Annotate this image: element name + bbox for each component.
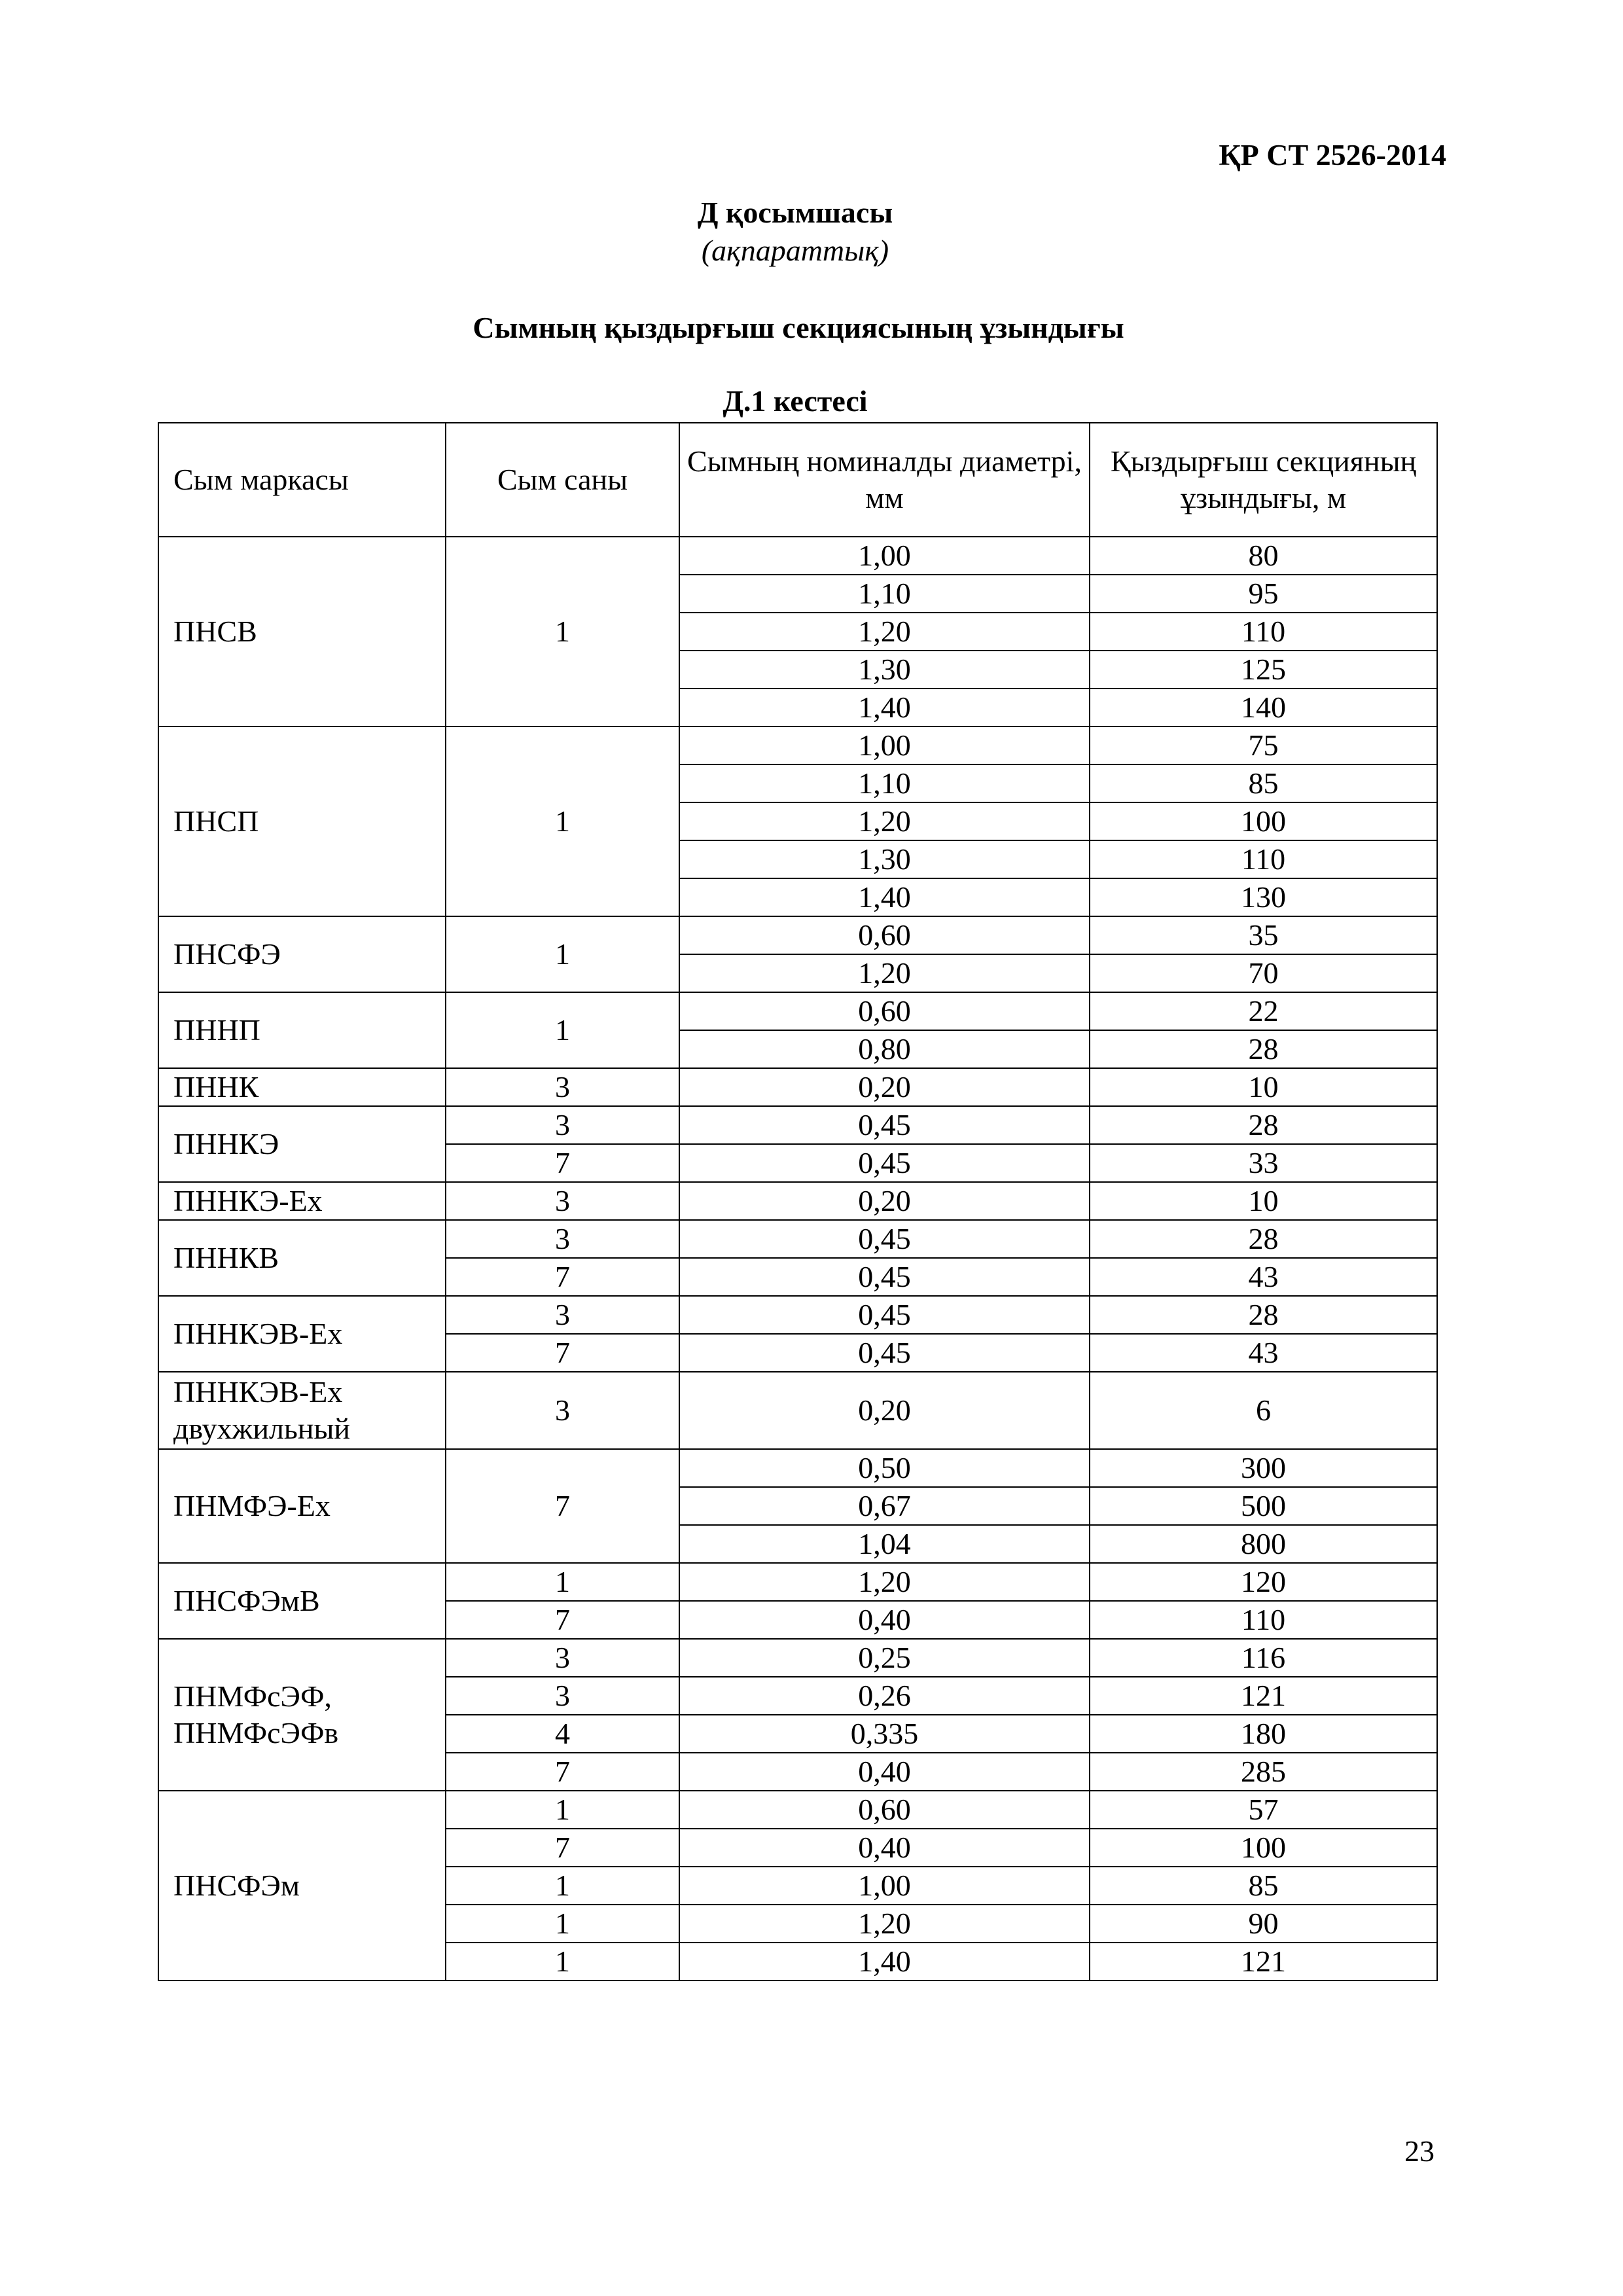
cell-diameter: 1,04: [679, 1525, 1090, 1563]
cell-mark: ПНСП: [158, 726, 446, 916]
cell-diameter: 1,20: [679, 613, 1090, 651]
cell-length: 75: [1090, 726, 1437, 764]
cell-length: 85: [1090, 1867, 1437, 1905]
cell-length: 180: [1090, 1715, 1437, 1753]
cell-length: 22: [1090, 992, 1437, 1030]
cell-diameter: 0,26: [679, 1677, 1090, 1715]
cell-diameter: 0,60: [679, 916, 1090, 954]
cell-diameter: 0,45: [679, 1296, 1090, 1334]
cell-length: 28: [1090, 1106, 1437, 1144]
cell-length: 28: [1090, 1030, 1437, 1068]
table-row: [158, 1068, 1437, 1106]
cell-diameter: 0,25: [679, 1639, 1090, 1677]
cell-count: 3: [446, 1296, 679, 1334]
cell-length: 28: [1090, 1296, 1437, 1334]
cell-count: 1: [446, 726, 679, 916]
cell-mark: ПНМФЭ-Ех: [158, 1449, 446, 1563]
cell-diameter: 1,40: [679, 689, 1090, 726]
cell-mark: ПННКВ: [158, 1220, 446, 1296]
cell-count: 3: [446, 1372, 679, 1449]
table-row: [158, 1791, 1437, 1829]
cell-length: 35: [1090, 916, 1437, 954]
cell-count: 1: [446, 1563, 679, 1601]
cell-count: 1: [446, 916, 679, 992]
cell-diameter: 1,10: [679, 764, 1090, 802]
cell-count: 7: [446, 1601, 679, 1639]
cell-diameter: 1,00: [679, 1867, 1090, 1905]
cell-count: 7: [446, 1753, 679, 1791]
cell-length: 110: [1090, 840, 1437, 878]
cell-diameter: 1,20: [679, 802, 1090, 840]
cell-diameter: 1,30: [679, 840, 1090, 878]
cell-mark: ПНСФЭ: [158, 916, 446, 992]
cell-mark: ПННК: [158, 1068, 446, 1106]
cell-diameter: 0,45: [679, 1220, 1090, 1258]
cell-length: 121: [1090, 1677, 1437, 1715]
cell-diameter: 1,20: [679, 954, 1090, 992]
cell-count: 7: [446, 1334, 679, 1372]
cell-count: 3: [446, 1106, 679, 1144]
cell-mark: ПННКЭВ-Ех: [158, 1296, 446, 1372]
cell-mark: ПННКЭ-Ех: [158, 1182, 446, 1220]
cell-count: 7: [446, 1144, 679, 1182]
cell-diameter: 1,10: [679, 575, 1090, 613]
cell-count: 1: [446, 992, 679, 1068]
cell-count: 3: [446, 1639, 679, 1677]
cell-diameter: 0,45: [679, 1144, 1090, 1182]
cell-length: 300: [1090, 1449, 1437, 1487]
cell-diameter: 1,00: [679, 726, 1090, 764]
cell-count: 1: [446, 537, 679, 726]
cell-length: 100: [1090, 802, 1437, 840]
wire-length-table: [158, 422, 1438, 1981]
table-row: [158, 1372, 1437, 1449]
appendix-subtitle: (ақпараттық): [701, 234, 889, 267]
table-row: [158, 916, 1437, 954]
cell-mark: ПНСФЭмВ: [158, 1563, 446, 1639]
cell-length: 120: [1090, 1563, 1437, 1601]
cell-diameter: 1,30: [679, 651, 1090, 689]
cell-length: 43: [1090, 1258, 1437, 1296]
cell-length: 125: [1090, 651, 1437, 689]
page-number: 23: [1404, 2134, 1435, 2168]
table-row: [158, 1449, 1437, 1487]
header-length: Қыздырғыш секцияның ұзындығы, м: [1090, 423, 1437, 537]
cell-diameter: 0,60: [679, 1791, 1090, 1829]
table-caption: Д.1 кестесі: [722, 384, 868, 418]
cell-diameter: 1,20: [679, 1563, 1090, 1601]
cell-length: 130: [1090, 878, 1437, 916]
cell-diameter: 0,20: [679, 1372, 1090, 1449]
table-row: [158, 992, 1437, 1030]
cell-mark: ПНСВ: [158, 537, 446, 726]
cell-length: 28: [1090, 1220, 1437, 1258]
table-row: [158, 1182, 1437, 1220]
cell-count: 7: [446, 1449, 679, 1563]
cell-length: 43: [1090, 1334, 1437, 1372]
cell-diameter: 1,40: [679, 1943, 1090, 1981]
table-header-row: [158, 423, 1437, 537]
cell-count: 1: [446, 1943, 679, 1981]
cell-mark: ПННП: [158, 992, 446, 1068]
table-row: [158, 1563, 1437, 1601]
header-count: Сым саны: [446, 423, 679, 537]
cell-mark: ПНСФЭм: [158, 1791, 446, 1981]
cell-count: 1: [446, 1867, 679, 1905]
cell-length: 500: [1090, 1487, 1437, 1525]
cell-diameter: 0,45: [679, 1258, 1090, 1296]
cell-mark: ПННКЭВ-Ех двухжильный: [158, 1372, 446, 1449]
appendix-title: Д қосымшасы: [697, 196, 893, 229]
cell-count: 3: [446, 1677, 679, 1715]
cell-diameter: 0,40: [679, 1753, 1090, 1791]
section-title: Сымның қыздырғыш секциясының ұзындығы: [473, 311, 1124, 344]
cell-diameter: 1,20: [679, 1905, 1090, 1943]
cell-length: 110: [1090, 1601, 1437, 1639]
cell-length: 85: [1090, 764, 1437, 802]
table-row: [158, 1296, 1437, 1334]
cell-diameter: 0,40: [679, 1601, 1090, 1639]
cell-length: 800: [1090, 1525, 1437, 1563]
cell-length: 10: [1090, 1182, 1437, 1220]
cell-diameter: 0,80: [679, 1030, 1090, 1068]
cell-count: 7: [446, 1829, 679, 1867]
cell-length: 80: [1090, 537, 1437, 575]
cell-length: 57: [1090, 1791, 1437, 1829]
header-diameter: Сымның номиналды диаметрі, мм: [679, 423, 1090, 537]
cell-length: 140: [1090, 689, 1437, 726]
cell-diameter: 0,45: [679, 1106, 1090, 1144]
cell-count: 1: [446, 1905, 679, 1943]
table-row: [158, 1106, 1437, 1144]
cell-mark: ПННКЭ: [158, 1106, 446, 1182]
cell-length: 90: [1090, 1905, 1437, 1943]
cell-diameter: 0,20: [679, 1182, 1090, 1220]
table-row: [158, 1220, 1437, 1258]
cell-diameter: 0,67: [679, 1487, 1090, 1525]
table-row: [158, 726, 1437, 764]
cell-diameter: 0,20: [679, 1068, 1090, 1106]
header-mark: Сым маркасы: [158, 423, 446, 537]
cell-count: 1: [446, 1791, 679, 1829]
cell-diameter: 0,60: [679, 992, 1090, 1030]
cell-count: 3: [446, 1068, 679, 1106]
cell-length: 121: [1090, 1943, 1437, 1981]
cell-count: 3: [446, 1220, 679, 1258]
cell-count: 3: [446, 1182, 679, 1220]
cell-length: 95: [1090, 575, 1437, 613]
cell-length: 10: [1090, 1068, 1437, 1106]
cell-mark: ПНМФсЭФ, ПНМФсЭФв: [158, 1639, 446, 1791]
cell-diameter: 0,45: [679, 1334, 1090, 1372]
table-row: [158, 1639, 1437, 1677]
table-row: [158, 537, 1437, 575]
cell-diameter: 0,335: [679, 1715, 1090, 1753]
cell-diameter: 0,40: [679, 1829, 1090, 1867]
cell-length: 33: [1090, 1144, 1437, 1182]
cell-count: 4: [446, 1715, 679, 1753]
cell-length: 70: [1090, 954, 1437, 992]
cell-diameter: 1,40: [679, 878, 1090, 916]
document-code: ҚР СТ 2526-2014: [1219, 138, 1446, 171]
cell-length: 110: [1090, 613, 1437, 651]
cell-length: 285: [1090, 1753, 1437, 1791]
cell-diameter: 0,50: [679, 1449, 1090, 1487]
cell-count: 7: [446, 1258, 679, 1296]
cell-diameter: 1,00: [679, 537, 1090, 575]
cell-length: 100: [1090, 1829, 1437, 1867]
cell-length: 116: [1090, 1639, 1437, 1677]
cell-length: 6: [1090, 1372, 1437, 1449]
